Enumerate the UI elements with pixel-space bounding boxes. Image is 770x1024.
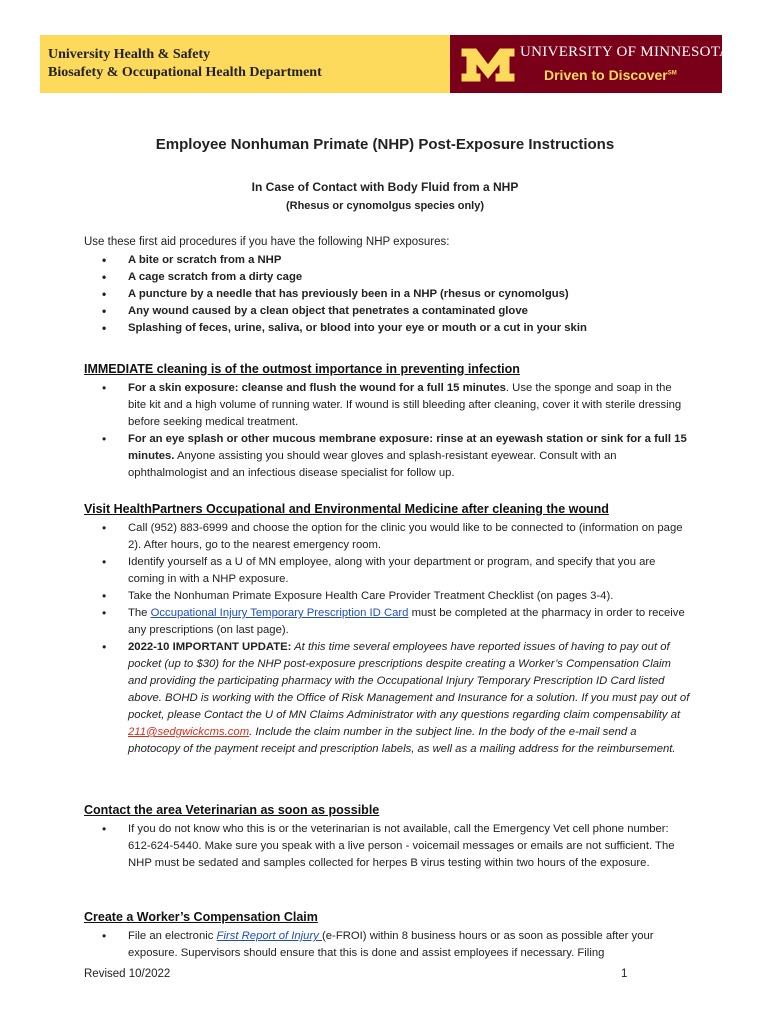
exposure-item: • A cage scratch from a dirty cage xyxy=(84,269,704,286)
subtitle-species: (Rhesus or cynomolgus species only) xyxy=(285,200,485,212)
service-mark: SM xyxy=(667,70,677,77)
exposure-item: • A puncture by a needle that has previously been in a NHP (rhesus or cynomolgus) xyxy=(84,286,704,303)
subtitle-contact: In Case of Contact with Body Fluid from a NHP xyxy=(251,180,519,194)
page-header xyxy=(40,35,731,93)
exposure-item: • A bite or scratch from a NHP xyxy=(84,252,704,269)
revised-date: Revised 10/2022 xyxy=(84,968,171,980)
claims-email-link[interactable]: 211@sedgwickcms.com xyxy=(128,726,250,738)
first-report-link[interactable]: First Report of Injury xyxy=(216,930,323,942)
visit-item-call: • Call (952) 883-6999 and choose the option for the clinic you would like to be connected to (information on page 2). After hours, go to the nearest emergency room. xyxy=(84,520,690,554)
update-label: 2022-10 IMPORTANT UPDATE: xyxy=(128,641,292,653)
tagline: Driven to Discover℠ xyxy=(544,67,677,83)
visit-list xyxy=(84,520,690,758)
department-banner xyxy=(40,35,450,93)
visit-item-id-card: • The Occupational Injury Temporary Prescription ID Card must be completed at the pharmacy in order to receive any prescriptions (on last page). xyxy=(84,605,690,639)
dept-line-2: Biosafety & Occupational Health Department xyxy=(48,65,322,80)
exposure-list xyxy=(84,252,704,337)
visit-item-checklist: • Take the Nonhuman Primate Exposure Health Care Provider Treatment Checklist (on pages 3-4). xyxy=(84,588,690,605)
intro-text: Use these first aid procedures if you have the following NHP exposures: xyxy=(84,236,450,248)
page-number: 1 xyxy=(621,968,628,980)
university-name: UNIVERSITY OF MINNESOTA xyxy=(520,44,731,60)
heading-contact-vet: Contact the area Veterinarian as soon as possible xyxy=(84,803,380,817)
dept-line-1: University Health & Safety xyxy=(48,47,211,62)
block-m-logo-icon xyxy=(460,47,516,83)
heading-immediate-cleaning: IMMEDIATE cleaning is of the outmost importance in preventing infection xyxy=(84,362,520,376)
heading-visit-healthpartners: Visit HealthPartners Occupational and Environmental Medicine after cleaning the wound xyxy=(84,502,609,516)
id-card-link[interactable]: Occupational Injury Temporary Prescription ID Card xyxy=(150,607,409,619)
vet-list xyxy=(84,821,690,872)
cleaning-list xyxy=(84,380,690,482)
cleaning-item-eye: • For an eye splash or other mucous membrane exposure: rinse at an eyewash station or sink for a full 15 minutes. Anyone assisting you should wear gloves and splash-resistant eyewear. Consult with an ophthalmologist and an infectious disease specialist for follow up. xyxy=(84,431,690,482)
exposure-item: • Any wound caused by a clean object that penetrates a contaminated glove xyxy=(84,303,704,320)
cleaning-item-skin: • For a skin exposure: cleanse and flush the wound for a full 15 minutes. Use the sponge and soap in the bite kit and a high volume of running water. If wound is still bleeding after cleaning, cover it with sterile dressing before seeking medical treatment. xyxy=(84,380,690,431)
university-logo-block xyxy=(450,35,731,93)
visit-item-update: • 2022-10 IMPORTANT UPDATE: At this time several employees have reported issues of having to pay out of pocket (up to $30) for the NHP post-exposure prescriptions despite creating a Worker’s Compensation Claim and providing the participating pharmacy with the Occupational Injury Temporary Prescription ID Card listed above. BOHD is working with the Office of Risk Management and Insurance for a solution. If you must pay out of pocket, please Contact the U of MN Claims Administrator with any questions regarding claim compensability at 211@sedgwickcms.com. Include the claim number in the subject line. In the body of the e-mail send a photocopy of the payment receipt and prescription labels, as well as a mailing address for the reimbursement. xyxy=(84,639,690,758)
vet-item: • If you do not know who this is or the veterinarian is not available, call the Emergency Vet cell phone number: 612-624-5440. Make sure you speak with a live person - voicemail messages or emails are not sufficient. The NHP must be sedated and samples collected for herpes B virus testing within two hours of the exposure. xyxy=(84,821,690,872)
claim-item: • File an electronic First Report of Injury (e-FROI) within 8 business hours or as soon as possible after your exposure. Supervisors should ensure that this is done and assist employees if necessary. Filing xyxy=(84,928,690,962)
exposure-item: • Splashing of feces, urine, saliva, or blood into your eye or mouth or a cut in your skin xyxy=(84,320,704,337)
page-title: Employee Nonhuman Primate (NHP) Post-Exposure Instructions xyxy=(155,136,615,153)
heading-workers-comp: Create a Worker’s Compensation Claim xyxy=(84,910,318,924)
claim-list xyxy=(84,928,690,962)
visit-item-identify: • Identify yourself as a U of MN employee, along with your department or program, and specify that you are coming in with a NHP exposure. xyxy=(84,554,690,588)
